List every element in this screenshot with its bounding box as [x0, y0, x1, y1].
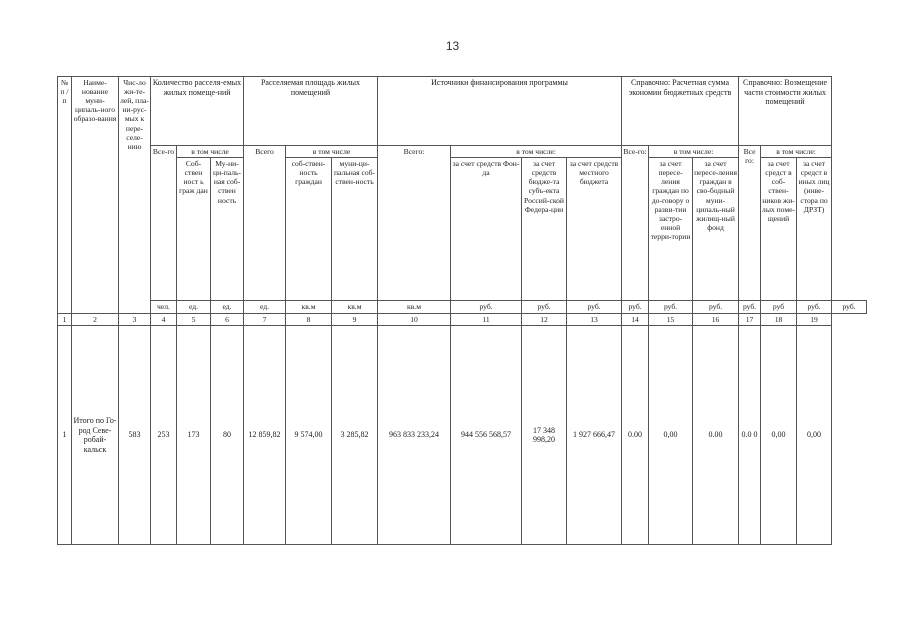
column-number: 10 — [378, 314, 451, 326]
row-name: Итого по Го-род Севе-робай-кальск — [72, 326, 119, 545]
column-number: 18 — [761, 314, 797, 326]
header-count-including: в том числе — [177, 146, 244, 158]
unit-cell: кв.м — [378, 301, 451, 314]
column-number: 4 — [151, 314, 177, 326]
row-econ-resettle: 0,00 — [649, 326, 693, 545]
column-numbers-row — [58, 314, 867, 326]
column-number: 5 — [177, 314, 211, 326]
unit-cell: ед. — [244, 301, 286, 314]
column-number: 19 — [797, 314, 832, 326]
row-econ-total: 0.00 — [622, 326, 649, 545]
header-area-own: соб-ствен-ность граждан — [286, 158, 332, 301]
header-count-mun: Му-ни-ци-паль-ная соб-ствен ность — [211, 158, 244, 301]
unit-cell: руб. — [832, 301, 867, 314]
header-comp-including: в том числе: — [761, 146, 832, 158]
unit-cell: ед. — [177, 301, 211, 314]
unit-cell: руб. — [693, 301, 739, 314]
column-number: 14 — [622, 314, 649, 326]
unit-cell: руб. — [522, 301, 567, 314]
header-count-own: Соб-ствен ност ь граж дан — [177, 158, 211, 301]
row-area-mun: 3 285,82 — [332, 326, 378, 545]
header-area-mun: муни-ци-пальная соб-ствен-ность — [332, 158, 378, 301]
column-number: 16 — [693, 314, 739, 326]
column-number: 3 — [119, 314, 151, 326]
header-fin-total: Всего: — [378, 146, 451, 301]
row-count-total: 253 — [151, 326, 177, 545]
column-number: 12 — [522, 314, 567, 326]
row-area-own: 9 574,00 — [286, 326, 332, 545]
header-econ-total: Все-го: — [622, 146, 649, 301]
row-num: 1 — [58, 326, 72, 545]
unit-cell: руб. — [451, 301, 522, 314]
header-comp-owners: за счет средст в соб-ствен-ников жи-лых поме-щений — [761, 158, 797, 301]
header-funding-group: Источники финансирования программы — [378, 77, 622, 146]
unit-cell: руб. — [649, 301, 693, 314]
header-fin-fund: за счет средств Фон-да — [451, 158, 522, 301]
table-row — [58, 326, 867, 545]
column-number: 6 — [211, 314, 244, 326]
header-row-2 — [58, 146, 867, 158]
header-num: № п / п — [58, 77, 72, 314]
header-name: Наиме-нование муни-ципаль-ного образо-вания — [72, 77, 119, 314]
row-comp-other: 0,00 — [797, 326, 832, 545]
page-number: 13 — [445, 39, 460, 53]
header-area-total: Всего — [244, 146, 286, 301]
row-comp-total: 0.0 0 — [739, 326, 761, 545]
header-area-including: в том числе — [286, 146, 378, 158]
header-area-group: Расселяемая площадь жилых помещений — [244, 77, 378, 146]
unit-cell: ед. — [211, 301, 244, 314]
column-number: 13 — [567, 314, 622, 326]
column-number: 15 — [649, 314, 693, 326]
header-comp-total: Все го: — [739, 146, 761, 301]
unit-cell: руб. — [797, 301, 832, 314]
header-compensation-group: Справочно: Возмещение части стоимости жилых помещений — [739, 77, 832, 146]
row-fin-local: 1 927 666,47 — [567, 326, 622, 545]
column-number: 1 — [58, 314, 72, 326]
header-comp-other: за счет средст в иных лиц (инве-стора по ДРЗТ) — [797, 158, 832, 301]
column-number: 9 — [332, 314, 378, 326]
header-economy-group: Справочно: Расчетная сумма экономии бюджетных средств — [622, 77, 739, 146]
unit-cell: руб. — [739, 301, 761, 314]
header-residents: Чис-ло жи-те-лей, пла-ни-рус-мых к пере-селе-нию — [119, 77, 151, 314]
header-fin-subject: за счет средств бюдже-та субъ-екта Россий-ской Федера-ции — [522, 158, 567, 301]
header-count-total: Все-го — [151, 146, 177, 301]
unit-cell: руб. — [567, 301, 622, 314]
row-comp-owners: 0,00 — [761, 326, 797, 545]
column-number: 7 — [244, 314, 286, 326]
column-number: 2 — [72, 314, 119, 326]
program-table — [57, 76, 867, 545]
unit-cell: руб. — [622, 301, 649, 314]
row-area-total: 12 859,82 — [244, 326, 286, 545]
row-count-own: 173 — [177, 326, 211, 545]
row-fin-fund: 944 556 568,57 — [451, 326, 522, 545]
unit-cell: чел. — [151, 301, 177, 314]
units-row — [58, 301, 867, 314]
header-fin-including: в том числе: — [451, 146, 622, 158]
column-number: 8 — [286, 314, 332, 326]
row-fin-total: 963 833 233,24 — [378, 326, 451, 545]
unit-cell: руб — [761, 301, 797, 314]
row-residents: 583 — [119, 326, 151, 545]
header-count-group: Количество расселя-емых жилых помеще-ний — [151, 77, 244, 146]
row-fin-subject: 17 348 998,20 — [522, 326, 567, 545]
column-number: 17 — [739, 314, 761, 326]
unit-cell: кв.м — [286, 301, 332, 314]
row-econ-free: 0.00 — [693, 326, 739, 545]
header-econ-including: в том числе: — [649, 146, 739, 158]
header-econ-resettle: за счет пересе-ления граждан по до-говору о разви-тии застро-енной терри-тории — [649, 158, 693, 301]
header-row-1 — [58, 77, 867, 146]
unit-cell: кв.м — [332, 301, 378, 314]
column-number: 11 — [451, 314, 522, 326]
header-econ-free: за счет пересе-ления граждан в сво-бодный муни-ципаль-ный жилищ-ный фонд — [693, 158, 739, 301]
row-count-mun: 80 — [211, 326, 244, 545]
header-fin-local: за счет средств местного бюджета — [567, 158, 622, 301]
